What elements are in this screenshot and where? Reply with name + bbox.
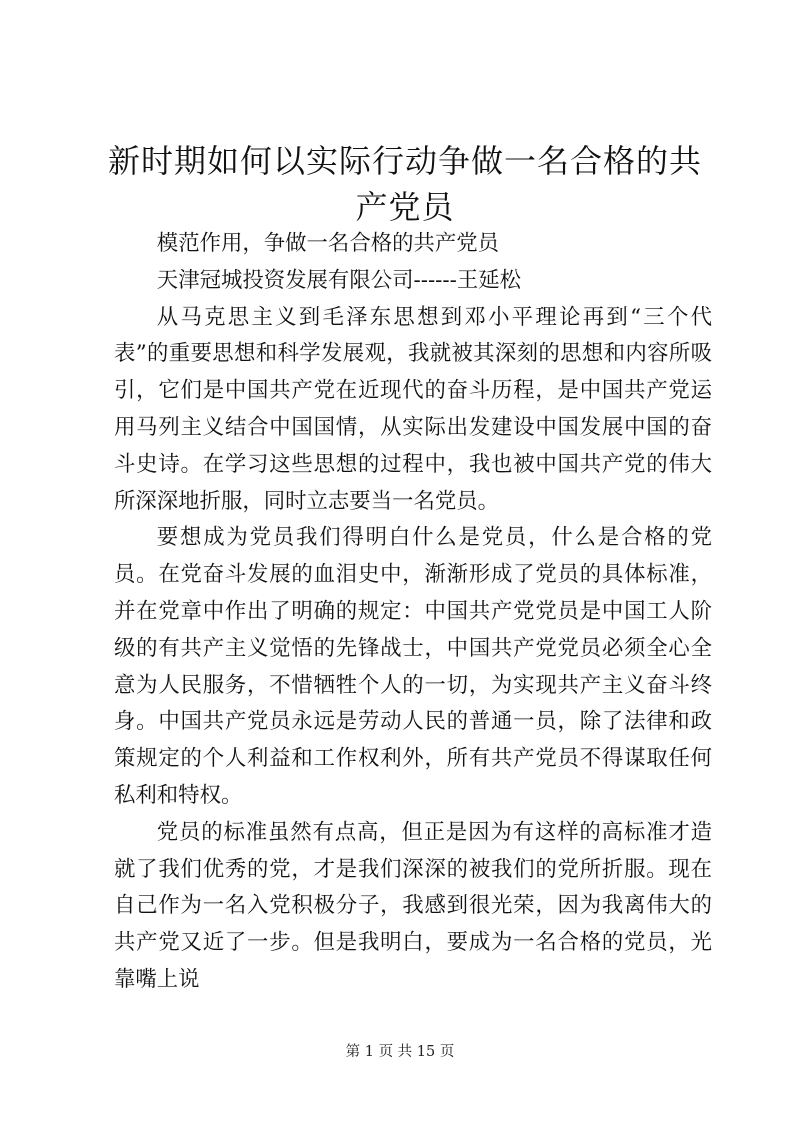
- author-line: 天津冠城投资发展有限公司------王延松: [156, 267, 522, 293]
- document-title: 新时期如何以实际行动争做一名合格的共产党员: [107, 142, 702, 226]
- body-paragraph: 从马克思主义到毛泽东思想到邓小平理论再到“三个代表”的重要思想和科学发展观，我就被其深刻的思想和内容所吸引，它们是中国共产党在近现代的奋斗历程，是中国共产党运用马列主义结合中国国情，从实际出发建设中国发展中国的奋斗史诗。在学习这些思想的过程中，我也被中国共产党的伟大所深深地折服，同时立志要当一名党员。: [114, 304, 712, 514]
- body-paragraph: 要想成为党员我们得明白什么是党员，什么是合格的党员。在党奋斗发展的血泪史中，渐渐形成了党员的具体标准，并在党章中作出了明确的规定：中国共产党党员是中国工人阶级的有共产主义觉悟的先锋战士，中国共产党党员必须全心全意为人民服务，不惜牺牲个人的一切，为实现共产主义奋斗终身。中国共产党员永远是劳动人民的普通一员，除了法律和政策规定的个人利益和工作权利外，所有共产党员不得谋取任何私利和特权。: [114, 525, 712, 808]
- body-paragraph: 党员的标准虽然有点高，但正是因为有这样的高标准才造就了我们优秀的党，才是我们深深的被我们的党所折服。现在自己作为一名入党积极分子，我感到很光荣，因为我离伟大的共产党又近了一步。但是我明白，要成为一名合格的党员，光靠嘴上说: [114, 819, 712, 992]
- page-number-footer: 第 1 页 共 15 页: [345, 1044, 455, 1060]
- document-body: [114, 226, 712, 999]
- subtitle-line: 模范作用，争做一名合格的共产党员: [156, 231, 500, 256]
